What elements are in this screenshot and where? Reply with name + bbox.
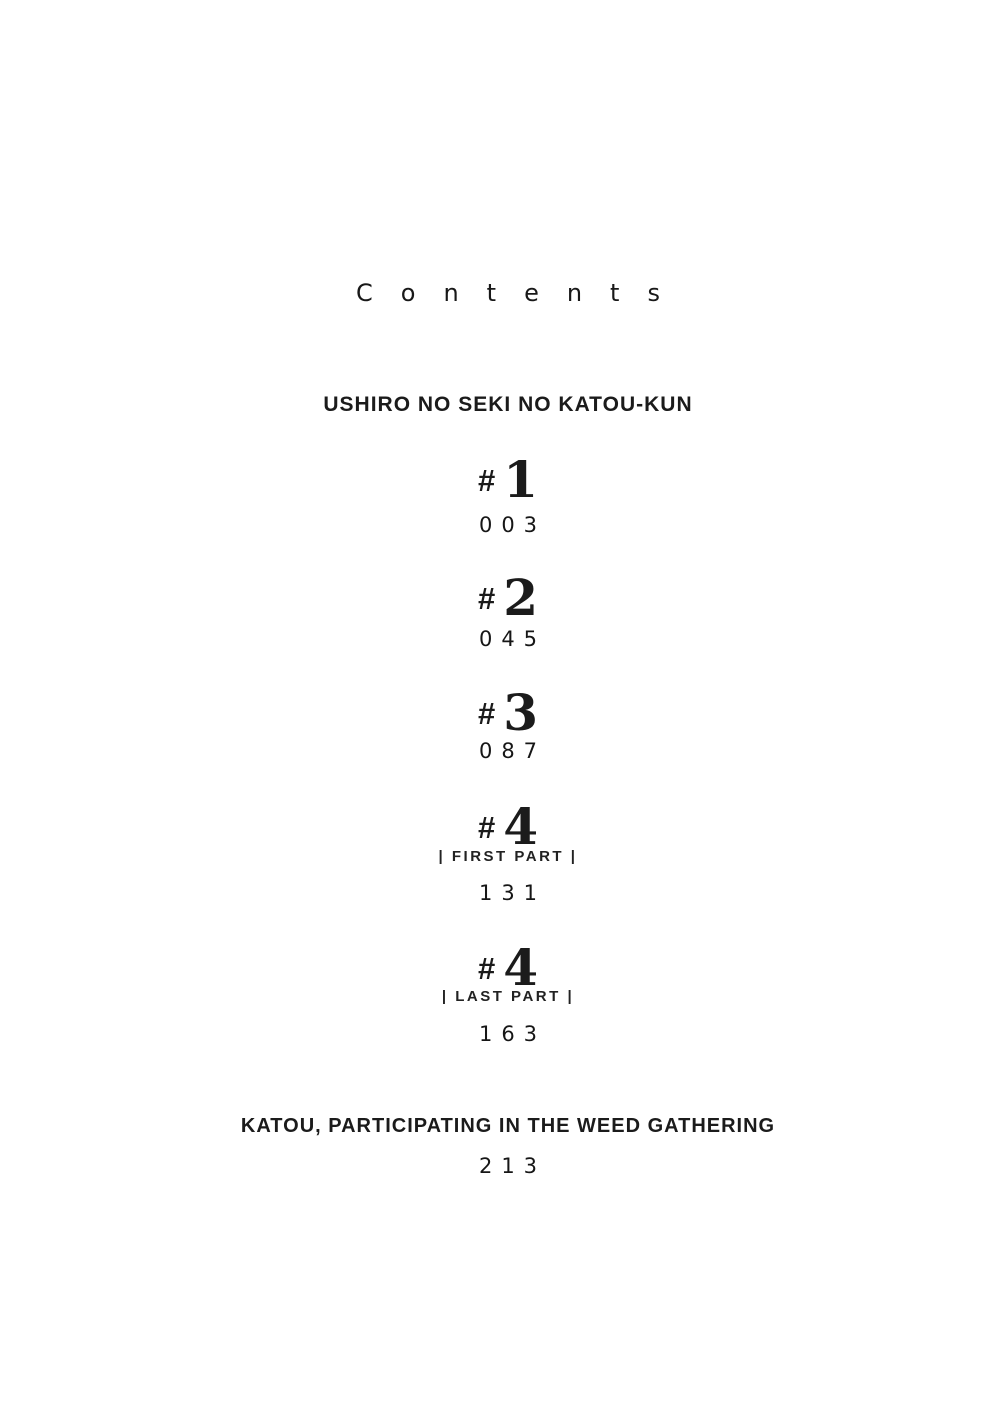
chapter-number-digit: 2 bbox=[503, 568, 539, 627]
chapter-number-digit: 1 bbox=[503, 450, 539, 509]
bonus-chapter-title: KATOU, PARTICIPATING IN THE WEED GATHERING bbox=[240, 1115, 776, 1137]
chapter-4-first-part-label: | FIRST PART | bbox=[438, 848, 578, 865]
chapter-4-last-part-label: | LAST PART | bbox=[441, 988, 575, 1005]
chapter-3-number bbox=[8, 683, 1000, 742]
chapter-3-page-number: 087 bbox=[478, 739, 547, 763]
chapter-1-number bbox=[8, 450, 1000, 509]
chapter-number-digit: 4 bbox=[503, 938, 539, 997]
hash-symbol: # bbox=[477, 462, 496, 498]
bonus-chapter-page-number: 213 bbox=[478, 1154, 547, 1178]
chapter-number-digit: 4 bbox=[503, 797, 539, 856]
chapter-1-page-number: 003 bbox=[478, 513, 547, 537]
chapter-2-number bbox=[8, 568, 1000, 627]
chapter-4-last-part-page-number: 163 bbox=[478, 1022, 547, 1046]
page-title: Contents bbox=[356, 279, 688, 307]
hash-symbol: # bbox=[477, 580, 496, 616]
hash-symbol: # bbox=[477, 695, 496, 731]
chapter-4-first-part-number bbox=[8, 797, 1000, 856]
hash-symbol: # bbox=[477, 809, 496, 845]
chapter-4-first-part-page-number: 131 bbox=[478, 881, 547, 905]
chapter-2-page-number: 045 bbox=[478, 627, 547, 651]
chapter-number-digit: 3 bbox=[503, 683, 539, 742]
series-title: USHIRO NO SEKI NO KATOU-KUN bbox=[323, 393, 693, 416]
hash-symbol: # bbox=[477, 950, 496, 986]
